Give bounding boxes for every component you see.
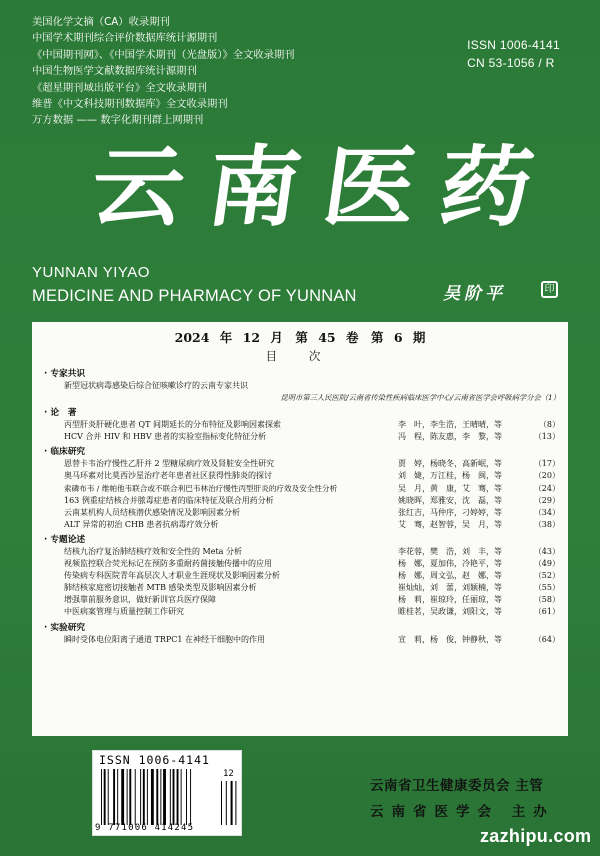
- english-title: MEDICINE AND PHARMACY OF YUNNAN: [32, 287, 357, 305]
- article-page: （34）: [533, 507, 560, 517]
- article-title: ALT 异常的初治 CHB 患者抗病毒疗效分析: [64, 519, 219, 529]
- article-authors: 贾 婷，杨晓冬，高新岷，等: [398, 459, 502, 469]
- article-title: 结核九治疗复治肺结核疗效和安全性的 Meta 分析: [64, 546, 242, 556]
- pinyin-title: YUNNAN YIYAO: [32, 264, 150, 281]
- publisher-line: 云南省卫生健康委员会 主管: [370, 778, 544, 794]
- toc-entry[interactable]: [44, 582, 562, 594]
- article-page: （52）: [533, 571, 560, 581]
- toc-entry[interactable]: [44, 470, 562, 482]
- toc-entry[interactable]: [44, 594, 562, 606]
- title-char: 药: [432, 135, 540, 239]
- article-authors: 杨 娜，夏加伟，冷艳平，等: [398, 559, 502, 569]
- title-char: 医: [316, 135, 424, 239]
- issn-block: [467, 36, 560, 72]
- article-authors: 李花蓉，樊 浩，刘 丰，等: [398, 546, 502, 556]
- toc-entry[interactable]: [44, 495, 562, 507]
- article-page: （43）: [533, 546, 560, 556]
- barcode-addon-bars-icon: [221, 781, 241, 825]
- toc-entry[interactable]: [44, 606, 562, 618]
- toc-entry[interactable]: [44, 570, 562, 582]
- title-char: 云: [84, 135, 192, 239]
- article-title: 恩替卡韦治疗慢性乙肝并 2 型糖尿病疗效及肾脏安全性研究: [64, 459, 275, 469]
- article-page: （20）: [533, 471, 560, 481]
- article-page: （13）: [533, 432, 560, 442]
- toc-entry[interactable]: [44, 419, 562, 431]
- sponsor-line: 云南省医学会 主办: [370, 804, 555, 820]
- seal-icon: 印: [541, 281, 558, 298]
- article-title: HCV 合并 HIV 和 HBV 患者的实验室指标变化特征分析: [64, 432, 267, 442]
- contents-heading: 目 次: [265, 349, 335, 363]
- section-heading: · 专家共识: [44, 368, 562, 380]
- article-title: 新型冠状病毒感染后综合征咳嗽诊疗的云南专家共识: [64, 381, 248, 390]
- watermark-text: zazhipu.com: [480, 826, 592, 846]
- article-title: 瞬时受体电位阳离子通道 TRPC1 在神经干细胞中的作用: [64, 634, 266, 644]
- section-heading: · 实验研究: [44, 622, 562, 634]
- article-title: 传染病专科医院青年高层次人才职业生涯现状及影响因素分析: [64, 571, 280, 581]
- indexing-item: 《中国期刊网》、《中国学术期刊（光盘版）》全文收录期刊: [32, 48, 295, 61]
- article-authors: 冯 程，陈友惠，李 黎，等: [398, 432, 502, 442]
- calligrapher-signature: 吴阶平: [443, 284, 506, 304]
- toc-entry[interactable]: [44, 634, 562, 646]
- toc-entry[interactable]: [44, 546, 562, 558]
- barcode-bars-icon: [101, 769, 221, 825]
- article-title: 增强靠前服务意识，做好新训官兵医疗保障: [64, 595, 216, 605]
- article-authors: 姚晓晖，郑雅安，沈 磊，等: [398, 495, 502, 505]
- toc-entry[interactable]: [44, 507, 562, 519]
- article-authors: 杨 莉，崔琼玲，任丽琼，等: [398, 595, 502, 605]
- article-authors: 刘 婕，万江桂，杨 闽，等: [398, 471, 502, 481]
- title-char: 南: [200, 135, 308, 239]
- article-page: （29）: [533, 495, 560, 505]
- indexing-item: 万方数据 —— 数字化期刊群上网期刊: [32, 114, 204, 127]
- article-page: （38）: [533, 519, 560, 529]
- barcode-addon: 12: [223, 769, 234, 779]
- toc-entry[interactable]: [44, 458, 562, 470]
- barcode-issn: ISSN 1006-4141: [99, 753, 210, 767]
- article-page: （49）: [533, 559, 560, 569]
- article-authors: 吴 月，黄 康，艾 骞，等: [398, 483, 502, 493]
- issue-line: 2024 年 12 月 第 45 卷 第 6 期: [174, 330, 426, 345]
- article-title: 视频监控联合荧光标记在预防多重耐药菌接触传播中的应用: [64, 559, 272, 569]
- article-title: 肺结核家庭密切接触者 MTB 感染类型及影响因素分析: [64, 583, 257, 593]
- article-page: （8）: [538, 420, 560, 430]
- article-title: 丙型肝炎肝硬化患者 QT 间期延长的分布特征及影响因素探索: [64, 420, 281, 430]
- article-authors: 杨 娜，周文弘，赵 娜，等: [398, 571, 502, 581]
- article-authors: 李 叶，李生浩，王晴晴，等: [398, 420, 502, 430]
- toc-entry[interactable]: [44, 380, 562, 392]
- article-page: （64）: [533, 634, 560, 644]
- indexing-item: 《超星期刊域出版平台》全文收录期刊: [32, 81, 208, 94]
- article-authors: 艾 骞，赵智蓉，吴 月，等: [398, 519, 502, 529]
- toc-entry[interactable]: [44, 483, 562, 495]
- article-title: 中医病案管理与质量控制工作研究: [64, 607, 184, 617]
- article-affiliation: 昆明市第三人民医院/云南省传染性疾病临床医学中心/云南省医学会呼吸病学分会（1）: [280, 393, 560, 403]
- barcode: [92, 750, 242, 836]
- article-authors: 睢桂茗，吴政谦，刘阳文，等: [398, 607, 502, 617]
- toc-entry[interactable]: [44, 519, 562, 531]
- contents-panel: [32, 322, 568, 736]
- article-authors: 张红吉，马仲序，刁婷婷，等: [398, 507, 502, 517]
- issn-number: ISSN 1006-4141: [467, 38, 560, 52]
- toc-entry[interactable]: [44, 431, 562, 443]
- article-page: （61）: [533, 607, 560, 617]
- article-page: （58）: [533, 595, 560, 605]
- indexing-item: 中国学术期刊综合评价数据库统计源期刊: [32, 32, 218, 45]
- cn-number: CN 53-1056 / R: [467, 56, 555, 70]
- article-title: 索磷布韦 / 维帕他韦联合或不联合利巴韦林治疗慢性丙型肝炎的疗效及安全性分析: [64, 483, 338, 493]
- article-page: （55）: [533, 583, 560, 593]
- article-title: 奥马环素对比莫西沙星治疗老年患者社区获得性肺炎的探讨: [64, 471, 272, 481]
- article-authors: 宣 莉，杨 俊，钟静秋，等: [398, 634, 502, 644]
- article-title: 163 例重症结核合并脓毒症患者的临床特征及联合用药分析: [64, 495, 274, 505]
- article-page: （17）: [533, 459, 560, 469]
- indexing-item: 中国生物医学文献数据库统计源期刊: [32, 65, 197, 78]
- article-page: （24）: [533, 483, 560, 493]
- table-of-contents: [44, 368, 562, 646]
- article-title: 云南某机构人员结核潜伏感染情况及影响因素分析: [64, 507, 240, 517]
- barcode-digits: 9 771006 414245: [95, 823, 195, 833]
- section-heading: · 临床研究: [44, 446, 562, 458]
- article-authors: 崔灿灿，刘 蕾，刘颖楠，等: [398, 583, 502, 593]
- toc-entry[interactable]: [44, 558, 562, 570]
- indexing-item: 维普《中文科技期刊数据库》全文收录期刊: [32, 98, 228, 111]
- indexing-list: [32, 14, 372, 129]
- indexing-item: 美国化学文摘（CA）收录期刊: [32, 16, 170, 28]
- section-heading: · 论 著: [44, 407, 562, 419]
- journal-title: [84, 132, 540, 242]
- section-heading: · 专题论述: [44, 534, 562, 546]
